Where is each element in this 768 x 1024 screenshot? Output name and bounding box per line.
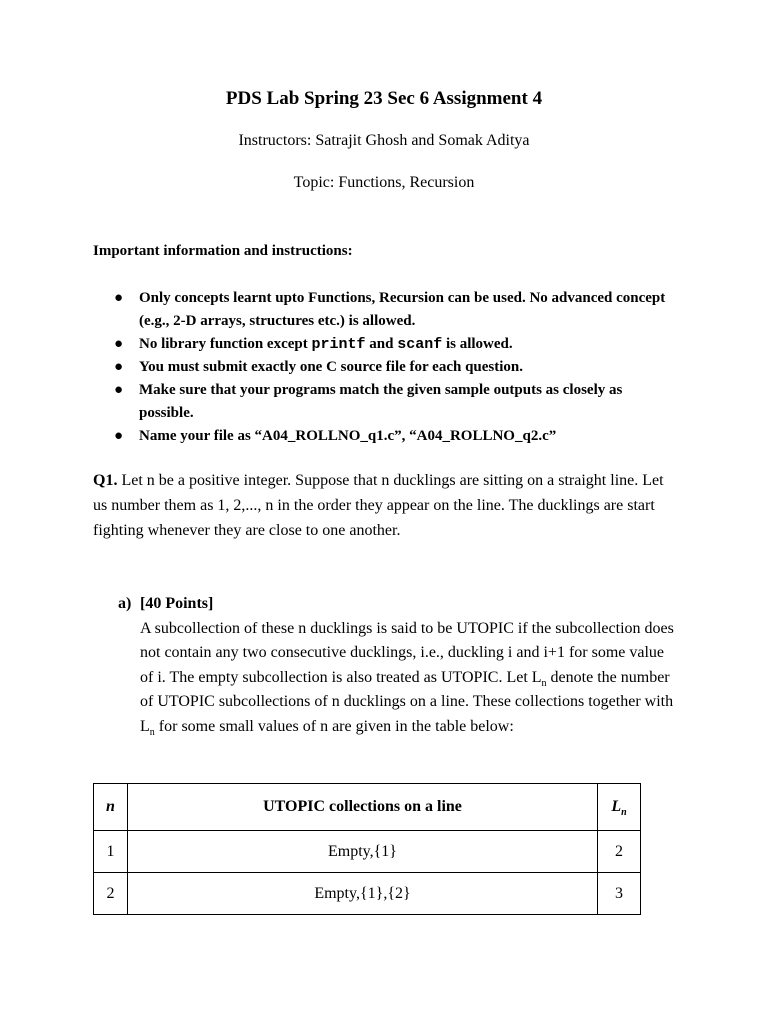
question-text: Let n be a positive integer. Suppose that n ducklings are sitting on a straight line. Let us number them as 1, 2,..., n in the order they appear on the line. The ducklings are start fighting whenever they are close to one another. [93, 472, 664, 539]
bullet-icon: ● [114, 428, 124, 444]
instruction-text-part: No library function except [139, 336, 312, 352]
header-l [598, 784, 641, 831]
points-label: [40 Points] [140, 595, 214, 612]
code-scanf: scanf [397, 336, 443, 353]
part-a-text [140, 617, 678, 740]
table-row [94, 873, 641, 915]
cell-n: 2 [94, 873, 128, 915]
part-a-text-1: A subcollection of these n ducklings is said to be UTOPIC if the subcollection does not contain any two consecutive ducklings, i.e., duckling i and i+1 for some value of i. The empty subcollection is also treated as UTOPIC. Let L [140, 619, 674, 686]
instruction-text-part: and [365, 336, 398, 352]
cell-n: 1 [94, 831, 128, 873]
part-a-body [118, 592, 678, 739]
instruction-item [114, 333, 674, 356]
part-a-text-3: for some small values of n are given in the table below: [154, 717, 514, 735]
bullet-icon: ● [114, 290, 124, 306]
instruction-text: You must submit exactly one C source file for each question. [139, 359, 524, 375]
subscript-n: n [541, 677, 547, 689]
topic-line: Topic: Functions, Recursion [293, 174, 475, 191]
bullet-icon: ● [114, 359, 124, 375]
part-marker: a) [118, 595, 132, 612]
part-a-text-2: denote the number of UTOPIC subcollections of n ducklings on a line. These collections together with L [140, 668, 674, 735]
document-title: PDS Lab Spring 23 Sec 6 Assignment 4 [225, 88, 543, 109]
instruction-text-part: is allowed. [442, 336, 513, 352]
instructions-list [114, 287, 674, 448]
part-a [118, 592, 678, 739]
instruction-item [114, 356, 674, 379]
question-1 [93, 468, 668, 543]
header-collections: UTOPIC collections on a line [128, 784, 598, 831]
instructions-heading: Important information and instructions: [93, 243, 353, 259]
table-header-row [94, 784, 641, 831]
header-n: n [94, 784, 128, 831]
bullet-icon: ● [114, 382, 124, 398]
instructors-line: Instructors: Satrajit Ghosh and Somak Aditya [238, 132, 530, 149]
cell-l: 2 [598, 831, 641, 873]
cell-l: 3 [598, 873, 641, 915]
instruction-text: Make sure that your programs match the given sample outputs as closely as possible. [139, 382, 623, 421]
question-label: Q1. [93, 472, 118, 489]
bullet-icon: ● [114, 336, 124, 352]
cell-collections: Empty,{1} [128, 831, 598, 873]
instruction-text: Name your file as “A04_ROLLNO_q1.c”, “A04_ROLLNO_q2.c” [139, 428, 557, 444]
code-printf: printf [311, 336, 366, 353]
instruction-text: Only concepts learnt upto Functions, Recursion can be used. No advanced concept (e.g., 2-D arrays, structures etc.) is allowed. [139, 290, 666, 329]
instruction-item [114, 425, 674, 448]
cell-collections: Empty,{1},{2} [128, 873, 598, 915]
subscript-n: n [621, 807, 627, 819]
instruction-item [114, 287, 674, 333]
instruction-item [114, 379, 674, 425]
table-row [94, 831, 641, 873]
header-l-letter: L [611, 798, 622, 815]
subscript-n: n [149, 726, 155, 738]
utopic-table [93, 783, 641, 915]
